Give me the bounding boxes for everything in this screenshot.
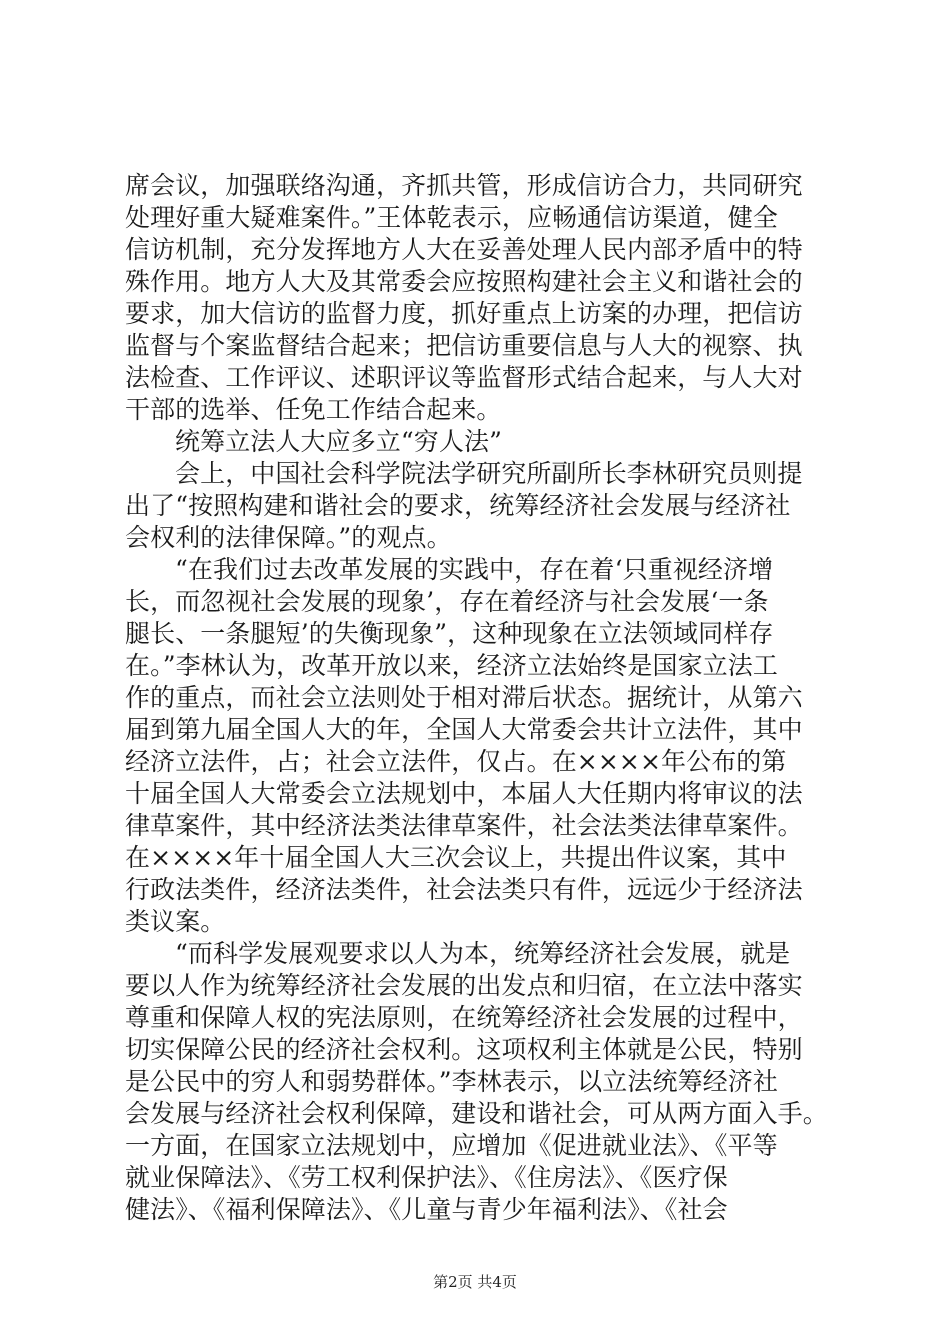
text-line: 腿长、一条腿短’的失衡现象”，这种现象在立法领域同样存 xyxy=(125,619,774,648)
text-line: 法检查、工作评议、述职评议等监督形式结合起来，与人大对 xyxy=(125,363,803,392)
text-line: 会上，中国社会科学院法学研究所副所长李林研究员则提 xyxy=(175,459,803,488)
text-line: 十届全国人大常委会立法规划中，本届人大任期内将审议的法 xyxy=(125,779,803,808)
text-line: 会发展与经济社会权利保障，建设和谐社会，可从两方面入手。 xyxy=(125,1099,828,1128)
text-line: 一方面，在国家立法规划中，应增加《促进就业法》、《平等 xyxy=(125,1131,778,1160)
text-line: 要以人作为统筹经济社会发展的出发点和归宿，在立法中落实 xyxy=(125,971,803,1000)
text-line: 出了“按照构建和谐社会的要求，统筹经济社会发展与经济社 xyxy=(125,491,791,520)
text-line: 届到第九届全国人大的年，全国人大常委会共计立法件，其中 xyxy=(125,715,803,744)
text-line: 监督与个案监督结合起来；把信访重要信息与人大的视察、执 xyxy=(125,331,803,360)
text-line: 干部的选举、任免工作结合起来。 xyxy=(125,395,502,424)
text-line: 会权利的法律保障。”的观点。 xyxy=(125,523,452,552)
page-footer: 第2页 共4页 xyxy=(433,1273,517,1291)
document-body xyxy=(125,170,845,1226)
text-line: 就业保障法》、《劳工权利保护法》、《住房法》、《医疗保 xyxy=(125,1163,728,1192)
text-line: 作的重点，而社会立法则处于相对滞后状态。据统计，从第六 xyxy=(125,683,803,712)
text-line: 类议案。 xyxy=(125,907,226,936)
text-line: 行政法类件，经济法类件，社会法类只有件，远远少于经济法 xyxy=(125,875,803,904)
text-line: 席会议，加强联络沟通，齐抓共管，形成信访合力，共同研究 xyxy=(125,171,803,200)
text-line: 统筹立法人大应多立“穷人法” xyxy=(175,427,502,456)
text-line: 尊重和保障人权的宪法原则，在统筹经济社会发展的过程中， xyxy=(125,1003,803,1032)
text-line: 信访机制，充分发挥地方人大在妥善处理人民内部矛盾中的特 xyxy=(125,235,803,264)
text-line: 在××××年十届全国人大三次会议上，共提出件议案，其中 xyxy=(125,843,787,872)
text-line: 健法》、《福利保障法》、《儿童与青少年福利法》、《社会 xyxy=(125,1195,728,1224)
text-line: 处理好重大疑难案件。”王体乾表示，应畅通信访渠道，健全 xyxy=(125,203,778,232)
text-line: 是公民中的穷人和弱势群体。”李林表示，以立法统筹经济社 xyxy=(125,1067,778,1096)
text-line: “而科学发展观要求以人为本，统筹经济社会发展，就是 xyxy=(175,939,791,968)
text-line: 殊作用。地方人大及其常委会应按照构建社会主义和谐社会的 xyxy=(125,267,803,296)
text-line: “在我们过去改革发展的实践中，存在着‘只重视经济增 xyxy=(175,555,774,584)
text-line: 长，而忽视社会发展的现象’，存在着经济与社会发展‘一条 xyxy=(125,587,769,616)
text-line: 律草案件，其中经济法类法律草案件，社会法类法律草案件。 xyxy=(125,811,803,840)
text-line: 在。”李林认为，改革开放以来，经济立法始终是国家立法工 xyxy=(125,651,778,680)
text-line: 切实保障公民的经济社会权利。这项权利主体就是公民，特别 xyxy=(125,1035,803,1064)
text-line: 经济立法件，占；社会立法件，仅占。在××××年公布的第 xyxy=(125,747,787,776)
text-line: 要求，加大信访的监督力度，抓好重点上访案的办理，把信访 xyxy=(125,299,803,328)
